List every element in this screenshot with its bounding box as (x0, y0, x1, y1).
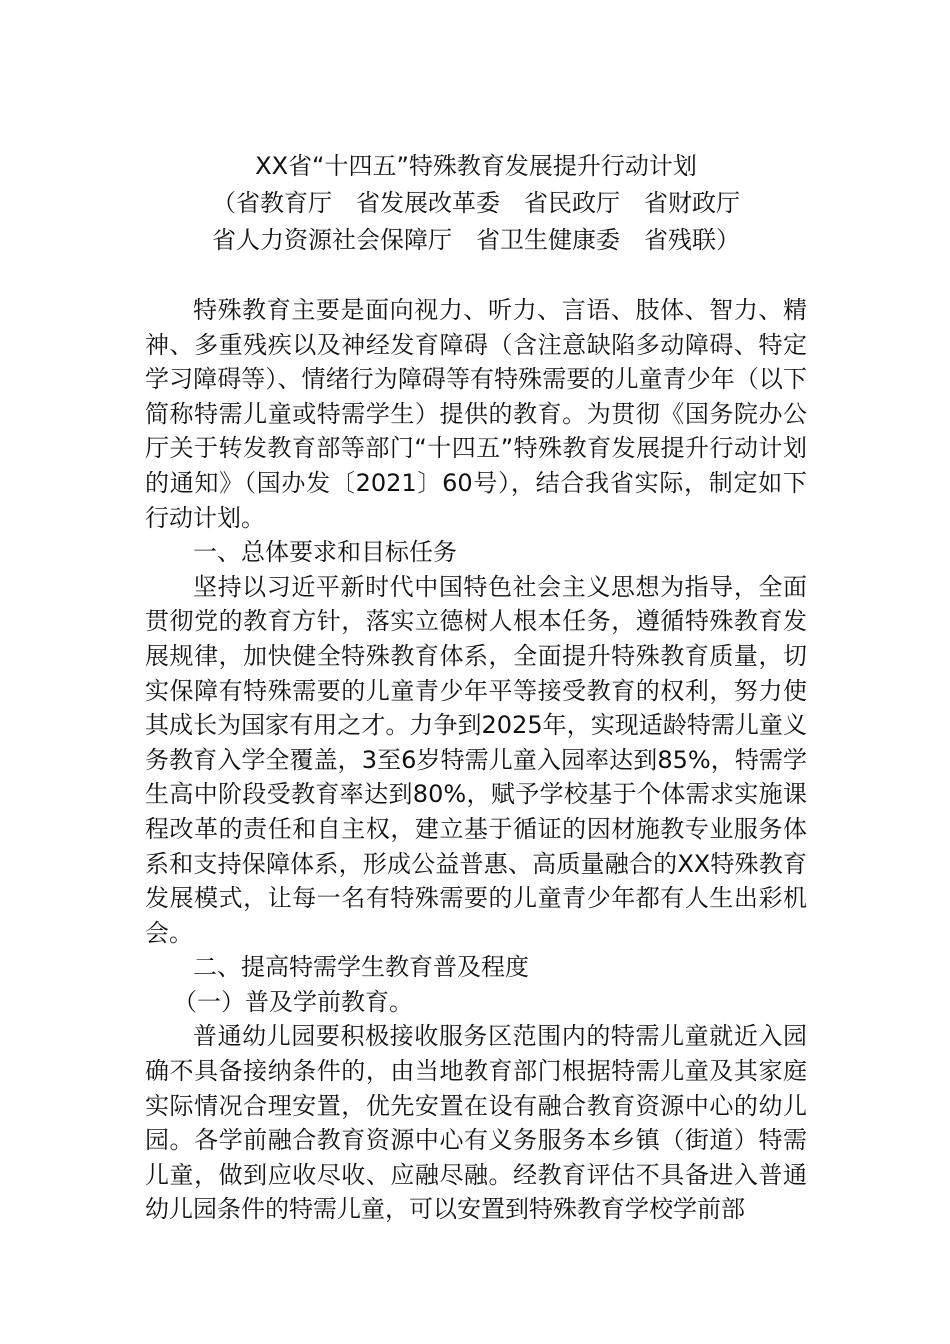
document-body (145, 293, 807, 1227)
section-2-heading: 二、提高特需学生教育普及程度 (193, 953, 529, 982)
section-1-heading: 一、总体要求和目标任务 (193, 538, 457, 567)
document-title: XX省“十四五”特殊教育发展提升行动计划 (255, 152, 697, 180)
subsection-1-heading: （一）普及学前教育。 (173, 987, 413, 1016)
title-block (145, 148, 807, 259)
subsection-1-paragraph: 普通幼儿园要积极接收服务区范围内的特需儿童就近入园确不具备接纳条件的，由当地教育部门根据特需儿童及其家庭实际情况合理安置，优先安置在设有融合教育资源中心的幼儿园。各学前融合教育资源中心有义务服务本乡镇（街道）特需儿童，做到应收尽收、应融尽融。经教育评估不具备进入普通幼儿园条件的特需儿童，可以安置到特殊教育学校学前部 (145, 1022, 807, 1224)
document-page (145, 148, 807, 1227)
issuers-line-2: 省人力资源社会保障厅 省卫生健康委 省残联） (212, 226, 740, 254)
section-1-paragraph: 坚持以习近平新时代中国特色社会主义思想为指导，全面贯彻党的教育方针，落实立德树人根本任务，遵循特殊教育发展规律，加快健全特殊教育体系，全面提升特殊教育质量，切实保障有特殊需要的儿童青少年平等接受教育的权利，努力使其成长为国家有用之才。力争到2025年，实现适龄特需儿童义务教育入学全覆盖，3至6岁特需儿童入园率达到85%，特需学生高中阶段受教育率达到80%，赋予学校基于个体需求实施课程改革的责任和自主权，建立基于循证的因材施教专业服务体系和支持保障体系，形成公益普惠、高质量融合的XX特殊教育发展模式，让每一名有特殊需要的儿童青少年都有人生出彩机会。 (145, 572, 807, 947)
intro-paragraph: 特殊教育主要是面向视力、听力、言语、肢体、智力、精神、多重残疾以及神经发育障碍（含注意缺陷多动障碍、特定学习障碍等）、情绪行为障碍等有特殊需要的儿童青少年（以下简称特需儿童或特需学生）提供的教育。为贯彻《国务院办公厅关于转发教育部等部门“十四五”特殊教育发展提升行动计划的通知》（国办发〔2021〕60号），结合我省实际，制定如下行动计划。 (145, 296, 807, 532)
issuers-line-1: （省教育厅 省发展改革委 省民政厅 省财政厅 (212, 189, 740, 217)
